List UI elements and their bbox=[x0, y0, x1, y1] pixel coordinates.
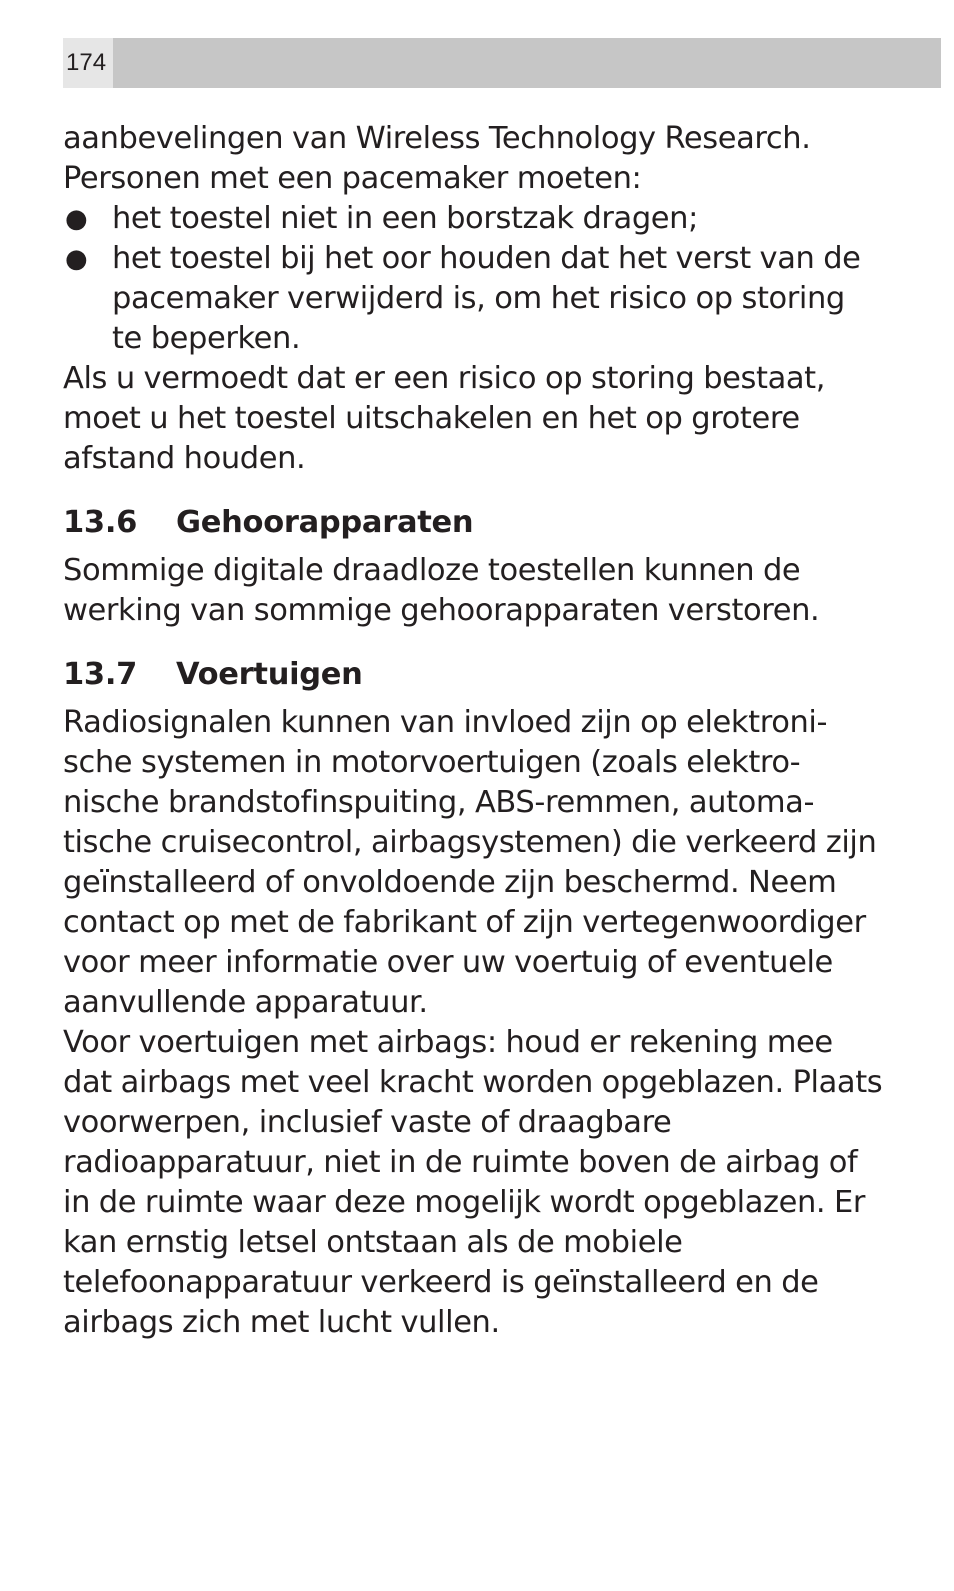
section-number: 13.7 bbox=[63, 657, 138, 692]
list-item bbox=[63, 239, 883, 359]
bullet-icon: ● bbox=[65, 244, 88, 274]
section-13-6-paragraph: Sommige digitale draadloze toestellen kunnen de werking van sommige gehoorapparaten verstoren. bbox=[63, 553, 820, 628]
page-content bbox=[63, 119, 883, 1343]
section-heading-13-7 bbox=[63, 655, 883, 695]
section-title: Voertuigen bbox=[176, 657, 363, 692]
section-13-7-paragraph-1: Radiosignalen kunnen van invloed zijn op elektronische systemen in motorvoertuigen (zoals elektronische brandstofinspuiting, ABS-remmen, automatische cruisecontrol, airbagsystemen) die verkeerd zijn geïnstalleerd of onvoldoende zijn beschermd. Neem contact op met de fabrikant of zijn vertegenwoordiger voor meer informatie over uw voertuig of eventuele aanvullende apparatuur. bbox=[63, 705, 877, 1020]
section-13-7-paragraph-2: Voor voertuigen met airbags: houd er rekening mee dat airbags met veel kracht worden opgeblazen. Plaats voorwerpen, inclusief vaste of draagbare radioapparatuur, niet in de ruimte boven de airbag of in de ruimte waar deze mogelijk wordt opgeblazen. Er kan ernstig letsel ontstaan als de mobiele telefoonapparatuur verkeerd is geïnstalleerd en de airbags zich met lucht vullen. bbox=[63, 1025, 883, 1340]
intro-closing-paragraph: Als u vermoedt dat er een risico op storing bestaat, moet u het toestel uitschakelen en het op grotere afstand houden. bbox=[63, 361, 826, 476]
page-header-bar bbox=[63, 38, 941, 88]
list-item-text: het toestel niet in een borstzak dragen; bbox=[112, 201, 698, 236]
section-heading-13-6 bbox=[63, 503, 883, 543]
page-number: 174 bbox=[63, 38, 113, 88]
intro-line-2: Personen met een pacemaker moeten: bbox=[63, 161, 642, 196]
bullet-icon: ● bbox=[65, 204, 88, 234]
section-title: Gehoorapparaten bbox=[176, 505, 474, 540]
list-item-text: het toestel bij het oor houden dat het verst van de pacemaker verwijderd is, om het risico op storing te beperken. bbox=[112, 241, 861, 356]
intro-line-1: aanbevelingen van Wireless Technology Research. bbox=[63, 121, 811, 156]
pacemaker-bullet-list bbox=[63, 199, 883, 359]
section-number: 13.6 bbox=[63, 505, 138, 540]
list-item bbox=[63, 199, 883, 239]
